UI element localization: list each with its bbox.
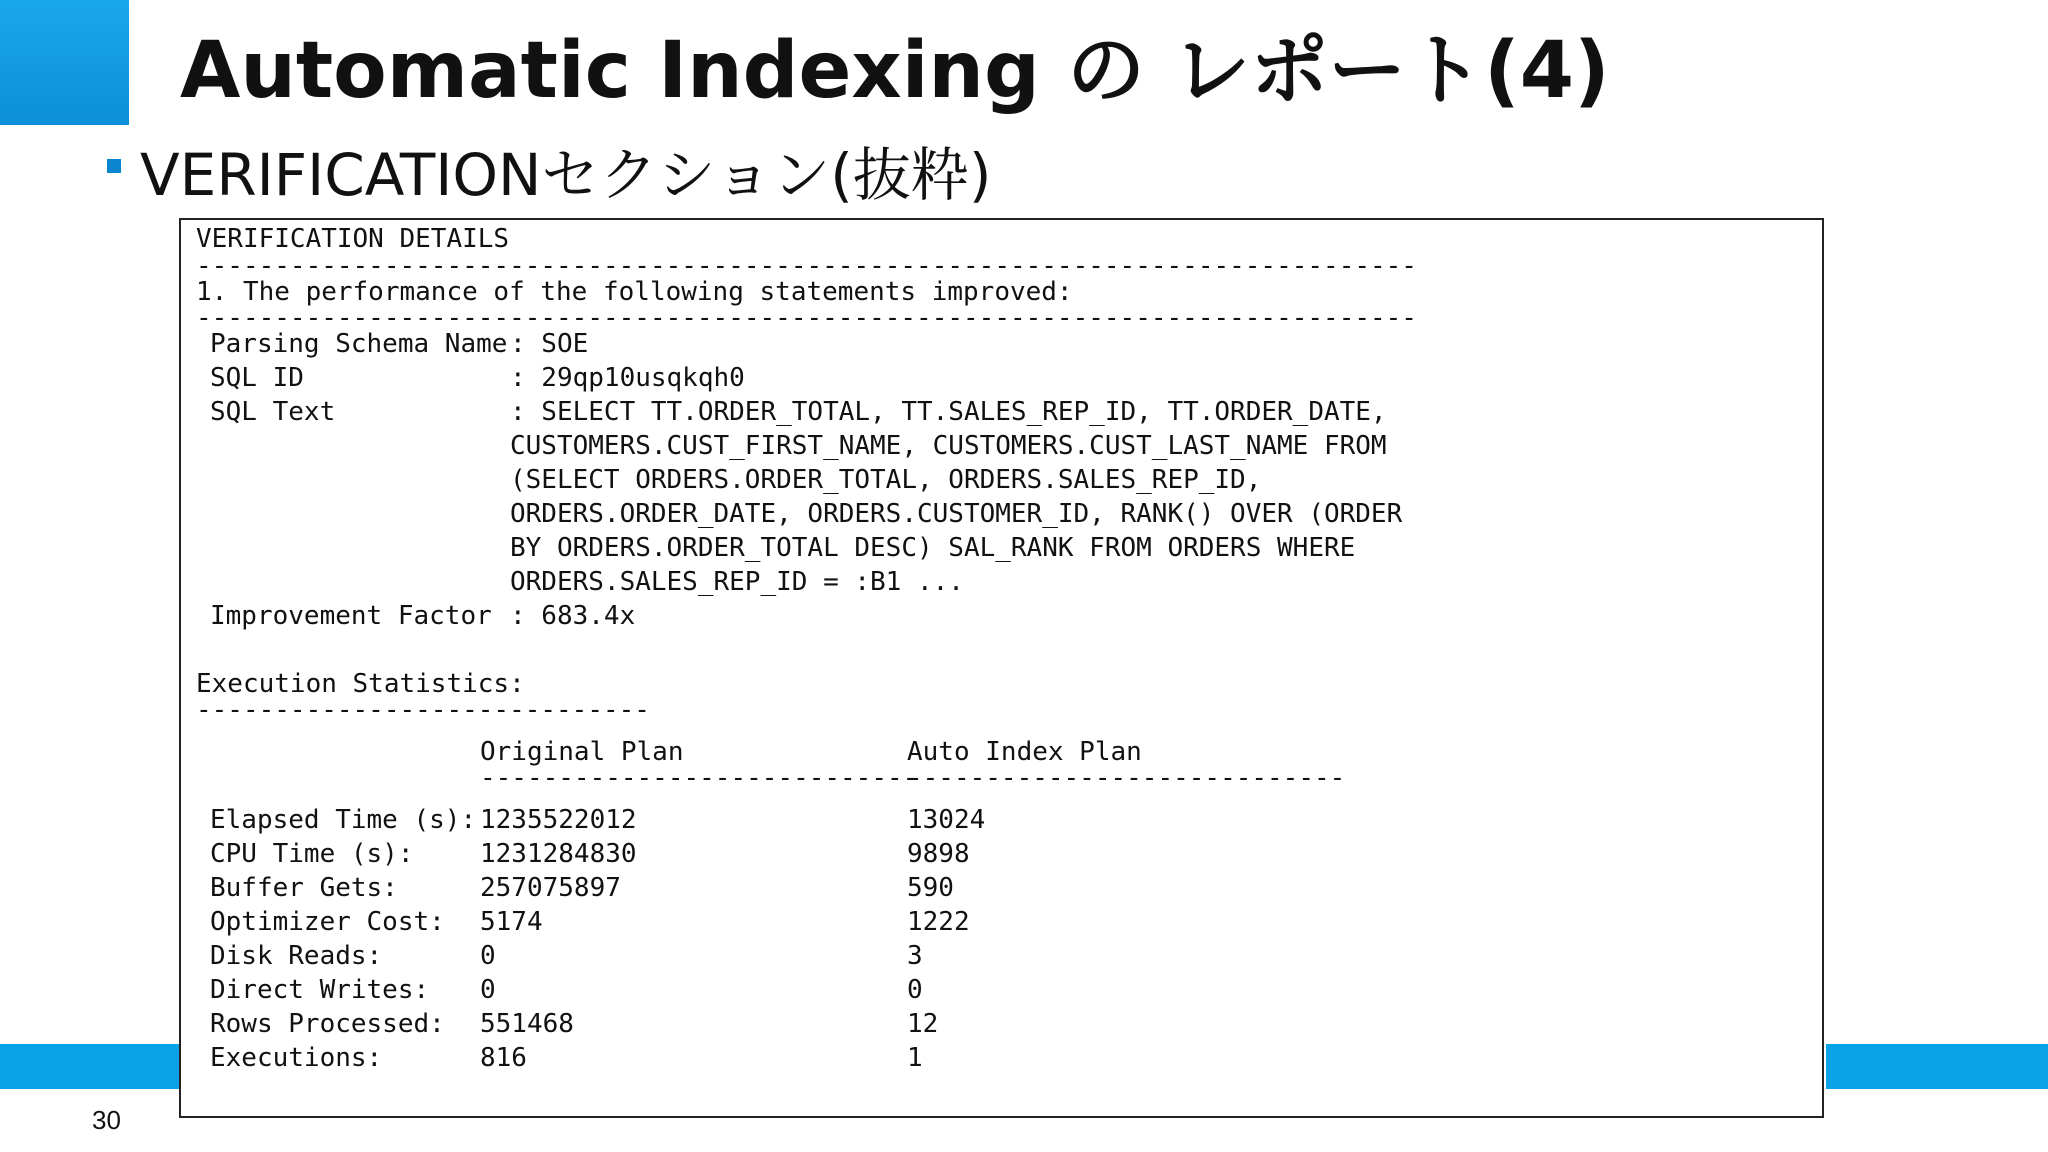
- stat-original: 0: [480, 975, 496, 1005]
- stat-original: 1231284830: [480, 839, 637, 869]
- stat-label: Rows Processed:: [210, 1009, 445, 1039]
- sqltext-line: (SELECT ORDERS.ORDER_TOTAL, ORDERS.SALES_REP_ID,: [510, 465, 1262, 495]
- stat-auto: 1: [907, 1043, 923, 1073]
- exec-stats-divider: -----------------------------: [196, 695, 650, 725]
- improvement-value: : 683.4x: [510, 601, 636, 631]
- divider-second: ------------------------------------------------------------------------------: [196, 303, 1417, 333]
- sqltext-label: SQL Text: [210, 397, 336, 427]
- footer-band-right: [1826, 1044, 2048, 1089]
- col-auto-header: Auto Index Plan: [907, 737, 1142, 767]
- stat-label: Optimizer Cost:: [210, 907, 445, 937]
- stat-label: CPU Time (s):: [210, 839, 414, 869]
- sqltext-line: ORDERS.SALES_REP_ID = :B1 ...: [510, 567, 964, 597]
- improved-header: 1. The performance of the following statements improved:: [196, 277, 1073, 307]
- stat-original: 1235522012: [480, 805, 637, 835]
- stat-auto: 12: [907, 1009, 939, 1039]
- page-number: 30: [92, 1105, 121, 1135]
- stat-auto: 1222: [907, 907, 970, 937]
- report-box: [179, 218, 1824, 1118]
- col-auto-divider: ----------------------------: [907, 763, 1346, 793]
- stat-auto: 3: [907, 941, 923, 971]
- stat-auto: 590: [907, 873, 954, 903]
- section-title: VERIFICATION DETAILS: [196, 224, 510, 254]
- sqlid-value: : 29qp10usqkqh0: [510, 363, 745, 393]
- stat-auto: 0: [907, 975, 923, 1005]
- stat-label: Disk Reads:: [210, 941, 383, 971]
- exec-stats-header: Execution Statistics:: [196, 669, 525, 699]
- divider-top: ------------------------------------------------------------------------------: [196, 251, 1417, 281]
- stat-auto: 9898: [907, 839, 970, 869]
- stat-original: 257075897: [480, 873, 621, 903]
- col-original-header: Original Plan: [480, 737, 684, 767]
- col-original-divider: ----------------------------: [480, 763, 919, 793]
- schema-label: Parsing Schema Name: [210, 329, 508, 359]
- stat-original: 5174: [480, 907, 543, 937]
- stat-original: 0: [480, 941, 496, 971]
- stat-label: Elapsed Time (s):: [210, 805, 477, 835]
- stat-original: 816: [480, 1043, 527, 1073]
- footer-band-left: [0, 1044, 180, 1089]
- sqltext-line: ORDERS.ORDER_DATE, ORDERS.CUSTOMER_ID, RANK() OVER (ORDER: [510, 499, 1403, 529]
- slide-title: Automatic Indexing の レポート(4): [180, 26, 1610, 116]
- stat-label: Direct Writes:: [210, 975, 430, 1005]
- sqltext-line: BY ORDERS.ORDER_TOTAL DESC) SAL_RANK FROM ORDERS WHERE: [510, 533, 1356, 563]
- stat-original: 551468: [480, 1009, 574, 1039]
- sqltext-line: CUSTOMERS.CUST_FIRST_NAME, CUSTOMERS.CUST_LAST_NAME FROM: [510, 431, 1387, 461]
- slide-subtitle: VERIFICATIONセクション(抜粋): [140, 141, 992, 209]
- sqltext-line: : SELECT TT.ORDER_TOTAL, TT.SALES_REP_ID, TT.ORDER_DATE,: [510, 397, 1387, 427]
- corner-accent-block: [0, 0, 129, 125]
- bullet-icon: [107, 159, 121, 173]
- stat-label: Executions:: [210, 1043, 383, 1073]
- stat-auto: 13024: [907, 805, 986, 835]
- improvement-label: Improvement Factor: [210, 601, 492, 631]
- sqlid-label: SQL ID: [210, 363, 304, 393]
- schema-value: : SOE: [510, 329, 589, 359]
- stat-label: Buffer Gets:: [210, 873, 398, 903]
